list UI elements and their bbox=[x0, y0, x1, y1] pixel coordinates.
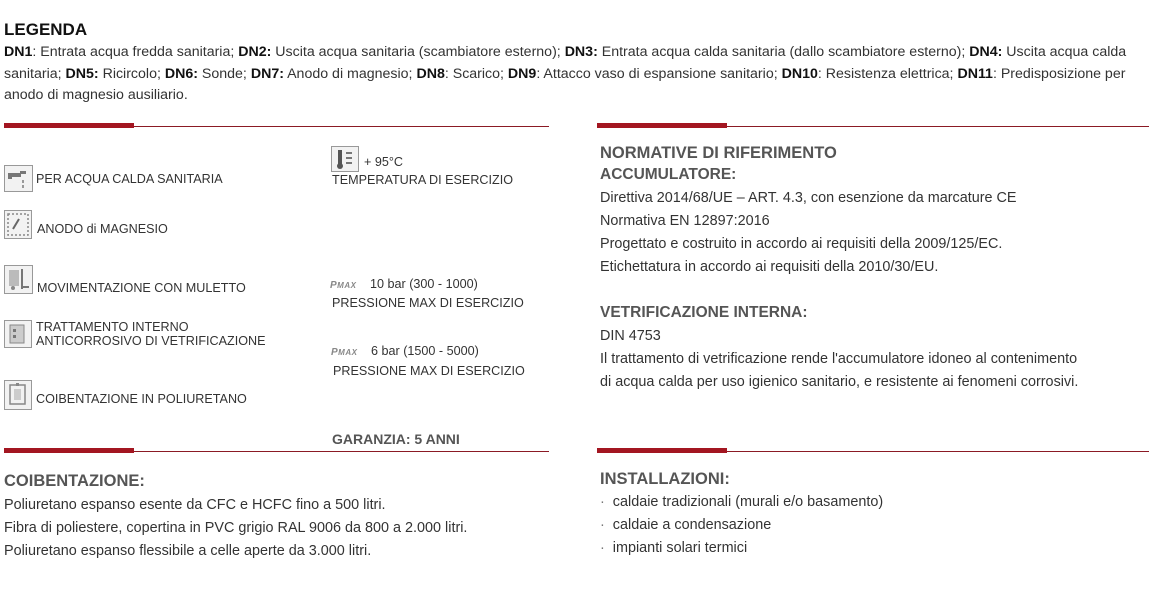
pressure1-label: PRESSIONE MAX DI ESERCIZIO bbox=[332, 296, 524, 310]
legend-code: DN1 bbox=[4, 44, 33, 60]
normative-title: NORMATIVE DI RIFERIMENTO bbox=[600, 144, 837, 162]
legend-desc: Sonde; bbox=[197, 65, 251, 82]
legend-desc: : Scarico; bbox=[444, 65, 508, 82]
coibentazione-line: Fibra di poliestere, copertina in PVC grigio RAL 9006 da 800 a 2.000 litri. bbox=[4, 520, 468, 536]
installazioni-item: caldaie tradizionali (murali e/o basamento) bbox=[612, 494, 884, 510]
divider-top-left bbox=[4, 126, 549, 127]
feature-treatment-line1: TRATTAMENTO INTERNO bbox=[36, 320, 189, 334]
normative-line: Etichettatura in accordo ai requisiti della 2010/30/EU. bbox=[600, 259, 939, 275]
feature-forklift-label: MOVIMENTAZIONE CON MULETTO bbox=[37, 281, 246, 295]
legend-code: DN8 bbox=[416, 65, 445, 82]
insulation-icon bbox=[4, 380, 32, 410]
normative-subtitle: ACCUMULATORE: bbox=[600, 166, 737, 183]
coibentazione-line: Poliuretano espanso flessibile a celle aperte da 3.000 litri. bbox=[4, 543, 372, 559]
legend-code: DN6: bbox=[164, 65, 198, 82]
legend-code: DN11 bbox=[957, 65, 993, 82]
coibentazione-line: Poliuretano espanso esente da CFC e HCFC fino a 500 litri. bbox=[4, 497, 386, 513]
tank-treatment-icon bbox=[4, 320, 32, 348]
pmax-main: P bbox=[330, 280, 338, 291]
vetrificazione-line: di acqua calda per uso igienico sanitario, e resistente ai fenomeni corrosivi. bbox=[600, 374, 1079, 390]
legend-code: DN2: bbox=[238, 44, 272, 60]
normative-line: Progettato e costruito in accordo ai requisiti della 2009/125/EC. bbox=[600, 236, 1003, 252]
legend-code: DN10 bbox=[781, 65, 818, 82]
legend-code: DN7: bbox=[250, 65, 284, 82]
legend-title: LEGENDA bbox=[4, 20, 88, 39]
installazioni-list bbox=[600, 491, 883, 560]
legend-code: DN4: bbox=[969, 44, 1003, 60]
coibentazione-title: COIBENTAZIONE: bbox=[4, 472, 145, 490]
legend-desc: : Attacco vaso di espansione sanitario; bbox=[536, 65, 782, 82]
bullet: · bbox=[600, 540, 605, 556]
normative-lines bbox=[600, 187, 1017, 279]
legend-desc: Uscita acqua sanitaria (scambiatore esterno); bbox=[271, 44, 565, 60]
pmax-sub: MAX bbox=[338, 348, 358, 357]
pmax-symbol-2 bbox=[331, 347, 357, 358]
pressure2-label: PRESSIONE MAX DI ESERCIZIO bbox=[333, 364, 525, 378]
faucet-icon bbox=[4, 165, 33, 192]
legend-desc: : Entrata acqua fredda sanitaria; bbox=[32, 44, 239, 60]
temperature-value: + 95°C bbox=[364, 155, 403, 169]
legend-desc: Ricircolo; bbox=[98, 65, 165, 82]
installazioni-item: caldaie a condensazione bbox=[612, 517, 772, 533]
pmax-sub: MAX bbox=[337, 281, 357, 290]
bullet: · bbox=[600, 517, 605, 533]
vetrificazione-title: VETRIFICAZIONE INTERNA: bbox=[600, 304, 808, 321]
normative-line: Normativa EN 12897:2016 bbox=[600, 213, 770, 229]
pressure2-value: 6 bar (1500 - 5000) bbox=[371, 344, 479, 358]
vetrificazione-line: Il trattamento di vetrificazione rende l'accumulatore idoneo al contenimento bbox=[600, 351, 1078, 367]
vetrificazione-body bbox=[600, 325, 1078, 394]
legend-code: DN9 bbox=[507, 65, 537, 82]
temperature-label: TEMPERATURA DI ESERCIZIO bbox=[332, 173, 513, 187]
feature-treatment-line2: ANTICORROSIVO DI VETRIFICAZIONE bbox=[36, 334, 266, 348]
legend-desc: : Predisposizione per anodo di magnesio ausiliario. bbox=[4, 65, 1126, 103]
list-item bbox=[600, 537, 883, 560]
legend-text bbox=[4, 42, 1154, 107]
legend-code: DN3: bbox=[564, 44, 598, 60]
forklift-icon bbox=[4, 265, 33, 294]
legend-code: DN5: bbox=[65, 65, 99, 82]
anode-icon bbox=[4, 210, 32, 239]
legend-desc: Uscita acqua calda sanitaria; bbox=[4, 44, 1127, 82]
installazioni-title: INSTALLAZIONI: bbox=[600, 470, 730, 488]
thermometer-icon bbox=[331, 146, 359, 172]
installazioni-item: impianti solari termici bbox=[612, 540, 748, 556]
pressure1-value: 10 bar (300 - 1000) bbox=[370, 277, 478, 291]
divider-top-right bbox=[597, 126, 1149, 127]
feature-insulation-label: COIBENTAZIONE IN POLIURETANO bbox=[36, 392, 247, 406]
coibentazione-lines bbox=[4, 494, 467, 563]
vetrificazione-standard: DIN 4753 bbox=[600, 328, 661, 344]
divider-bottom-left bbox=[4, 451, 549, 452]
legend-desc: : Resistenza elettrica; bbox=[817, 65, 958, 82]
bullet: · bbox=[600, 494, 605, 510]
warranty: GARANZIA: 5 ANNI bbox=[332, 431, 460, 447]
pmax-main: P bbox=[331, 347, 339, 358]
list-item bbox=[600, 491, 883, 514]
feature-anode-label: ANODO di MAGNESIO bbox=[37, 222, 168, 236]
feature-hot-water-label: PER ACQUA CALDA SANITARIA bbox=[36, 172, 223, 186]
legend-desc: Entrata acqua calda sanitaria (dallo scambiatore esterno); bbox=[597, 44, 970, 60]
pmax-symbol-1 bbox=[330, 280, 356, 291]
legend-desc: Anodo di magnesio; bbox=[283, 65, 417, 82]
normative-line: Direttiva 2014/68/UE – ART. 4.3, con esenzione da marcature CE bbox=[600, 190, 1017, 206]
list-item bbox=[600, 514, 883, 537]
divider-bottom-right bbox=[597, 451, 1149, 452]
feature-treatment-label bbox=[36, 320, 266, 348]
